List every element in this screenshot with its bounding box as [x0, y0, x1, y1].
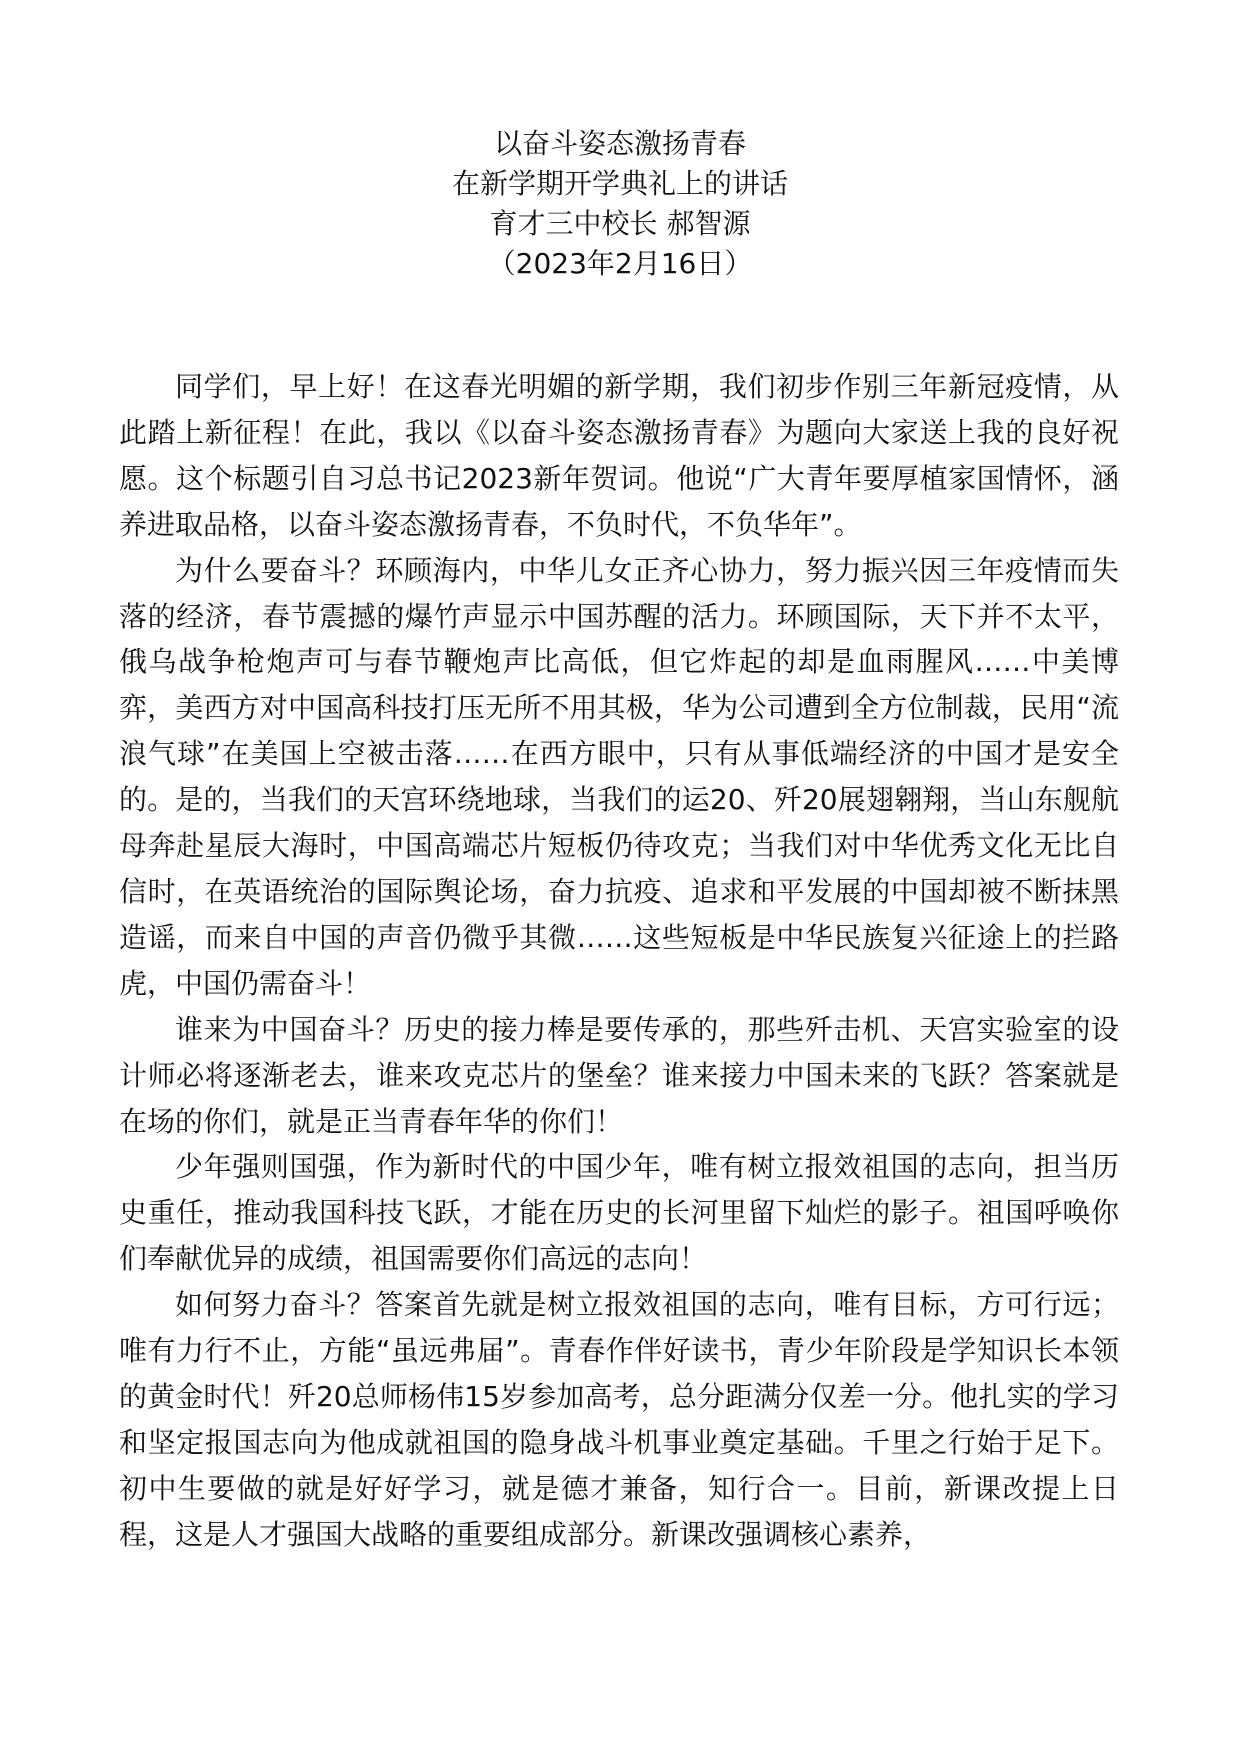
- paragraph: 为什么要奋斗？环顾海内，中华儿女正齐心协力，努力振兴因三年疫情而失落的经济，春节震撼的爆竹声显示中国苏醒的活力。环顾国际，天下并不太平，俄乌战争枪炮声可与春节鞭炮声比高低，但它炸起的却是血雨腥风……中美博弈，美西方对中国高科技打压无所不用其极，华为公司遭到全方位制裁，民用“流浪气球”在美国上空被击落……在西方眼中，只有从事低端经济的中国才是安全的。是的，当我们的天宫环绕地球，当我们的运20、歼20展翅翱翔，当山东舰航母奔赴星辰大海时，中国高端芯片短板仍待攻克；当我们对中华优秀文化无比自信时，在英语统治的国际舆论场，奋力抗疫、追求和平发展的中国却被不断抹黑造谣，而来自中国的声音仍微乎其微……这些短板是中华民族复兴征途上的拦路虎，中国仍需奋斗！: [119, 553, 1119, 1000]
- document-subtitle: 在新学期开学典礼上的讲话: [451, 167, 788, 200]
- document-title: 以奋斗姿态激扬青春: [493, 127, 746, 160]
- paragraph: 如何努力奋斗？答案首先就是树立报效祖国的志向，唯有目标，方可行远；唯有力行不止，方能“虽远弗届”。青春作伴好读书，青少年阶段是学知识长本领的黄金时代！歼20总师杨伟15岁参加高考，总分距满分仅差一分。他扎实的学习和坚定报国志向为他成就祖国的隐身战斗机事业奠定基础。千里之行始于足下。初中生要做的就是好好学习，就是德才兼备，知行合一。目前，新课改提上日程，这是人才强国大战略的重要组成部分。新课改强调核心素养，: [119, 1288, 1119, 1551]
- document-body: [119, 364, 1119, 1558]
- speech-date: （2023年2月16日）: [487, 247, 753, 280]
- paragraph: 谁来为中国奋斗？历史的接力棒是要传承的，那些歼击机、天宫实验室的设计师必将逐渐老去，谁来攻克芯片的堡垒？谁来接力中国未来的飞跃？答案就是在场的你们，就是正当青春年华的你们！: [119, 1012, 1119, 1138]
- paragraph: 同学们，早上好！在这春光明媚的新学期，我们初步作别三年新冠疫情，从此踏上新征程！在此，我以《以奋斗姿态激扬青春》为题向大家送上我的良好祝愿。这个标题引自习总书记2023新年贺词。他说“广大青年要厚植家国情怀，涵养进取品格，以奋斗姿态激扬青春，不负时代，不负华年”。: [119, 370, 1119, 541]
- document-header: [0, 124, 1240, 284]
- speaker-line: 育才三中校长 郝智源: [489, 207, 751, 240]
- paragraph: 少年强则国强，作为新时代的中国少年，唯有树立报效祖国的志向，担当历史重任，推动我国科技飞跃，才能在历史的长河里留下灿烂的影子。祖国呼唤你们奉献优异的成绩，祖国需要你们高远的志向！: [119, 1150, 1119, 1276]
